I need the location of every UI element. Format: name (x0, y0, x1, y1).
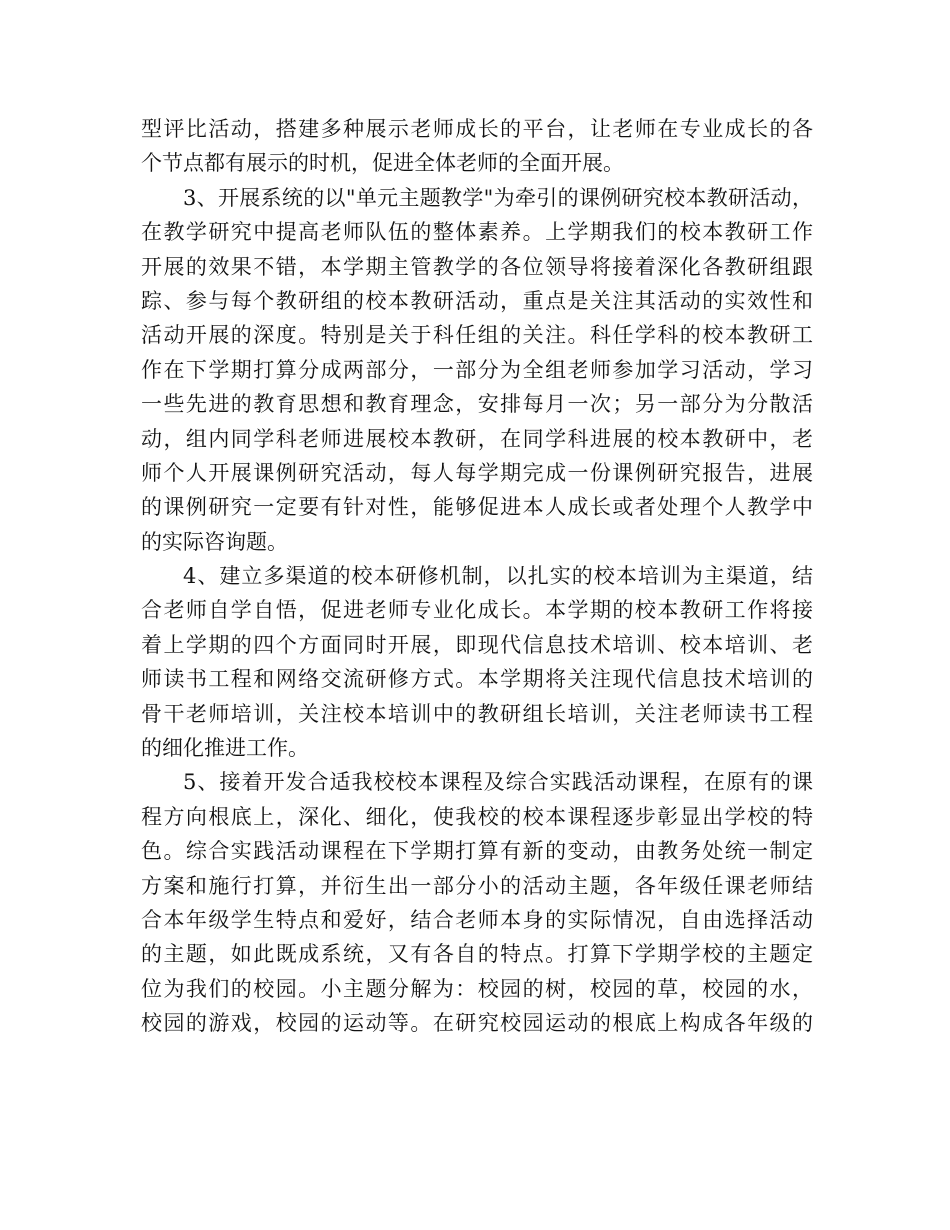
text-line: 的细化推进工作。 (141, 736, 309, 761)
text-line: 程方向根底上，深化、细化，使我校的校本课程逐步彰显出学校的特 (141, 804, 813, 829)
text-line: 型评比活动，搭建多种展示老师成长的平台，让老师在专业成长的各 (141, 117, 813, 141)
text-line: 个节点都有展示的时机，促进全体老师的全面开展。 (141, 151, 624, 176)
document-page (141, 112, 813, 1041)
text-line: 的实际咨询题。 (141, 529, 288, 554)
text-line: 合本年级学生特点和爱好，结合老师本身的实际情况，自由选择活动 (141, 907, 813, 932)
text-line: 作在下学期打算分成两部分，一部分为全组老师参加学习活动，学习 (141, 357, 813, 382)
text-line: 的主题，如此既成系统，又有各自的特点。打算下学期学校的主题定 (141, 942, 813, 967)
text-line: 色。综合实践活动课程在下学期打算有新的变动，由教务处统一制定 (141, 839, 813, 864)
text-line: 动，组内同学科老师进展校本教研，在同学科进展的校本教研中，老 (141, 426, 813, 451)
text-line: 位为我们的校园。小主题分解为：校园的树，校园的草，校园的水， (141, 976, 813, 1001)
paragraph-first-line: 5、接着开发合适我校校本课程及综合实践活动课程，在原有的课 (183, 770, 813, 795)
text-line: 一些先进的教育思想和教育理念，安排每月一次；另一部分为分散活 (141, 392, 813, 417)
text-line: 的课例研究一定要有针对性，能够促进本人成长或者处理个人教学中 (141, 495, 813, 520)
text-line: 在教学研究中提高老师队伍的整体素养。上学期我们的校本教研工作 (141, 220, 813, 245)
text-line: 踪、参与每个教研组的校本教研活动，重点是关注其活动的实效性和 (141, 288, 813, 313)
paragraph-first-line: 3、开展系统的以"单元主题教学"为牵引的课例研究校本教研活动， (183, 185, 813, 210)
text-line: 校园的游戏，校园的运动等。在研究校园运动的根底上构成各年级的 (141, 1011, 813, 1036)
text-line: 方案和施行打算，并衍生出一部分小的活动主题，各年级任课老师结 (141, 873, 813, 898)
paragraph-first-line: 4、建立多渠道的校本研修机制，以扎实的校本培训为主渠道，结 (183, 564, 813, 589)
text-line: 合老师自学自悟，促进老师专业化成长。本学期的校本教研工作将接 (141, 598, 813, 623)
text-line: 着上学期的四个方面同时开展，即现代信息技术培训、校本培训、老 (141, 632, 813, 657)
text-line: 活动开展的深度。特别是关于科任组的关注。科任学科的校本教研工 (141, 323, 813, 348)
text-line: 师个人开展课例研究活动，每人每学期完成一份课例研究报告，进展 (141, 460, 813, 485)
text-line: 开展的效果不错，本学期主管教学的各位领导将接着深化各教研组跟 (141, 254, 813, 279)
text-line: 骨干老师培训，关注校本培训中的教研组长培训，关注老师读书工程 (141, 701, 813, 726)
text-line: 师读书工程和网络交流研修方式。本学期将关注现代信息技术培训的 (141, 667, 813, 692)
